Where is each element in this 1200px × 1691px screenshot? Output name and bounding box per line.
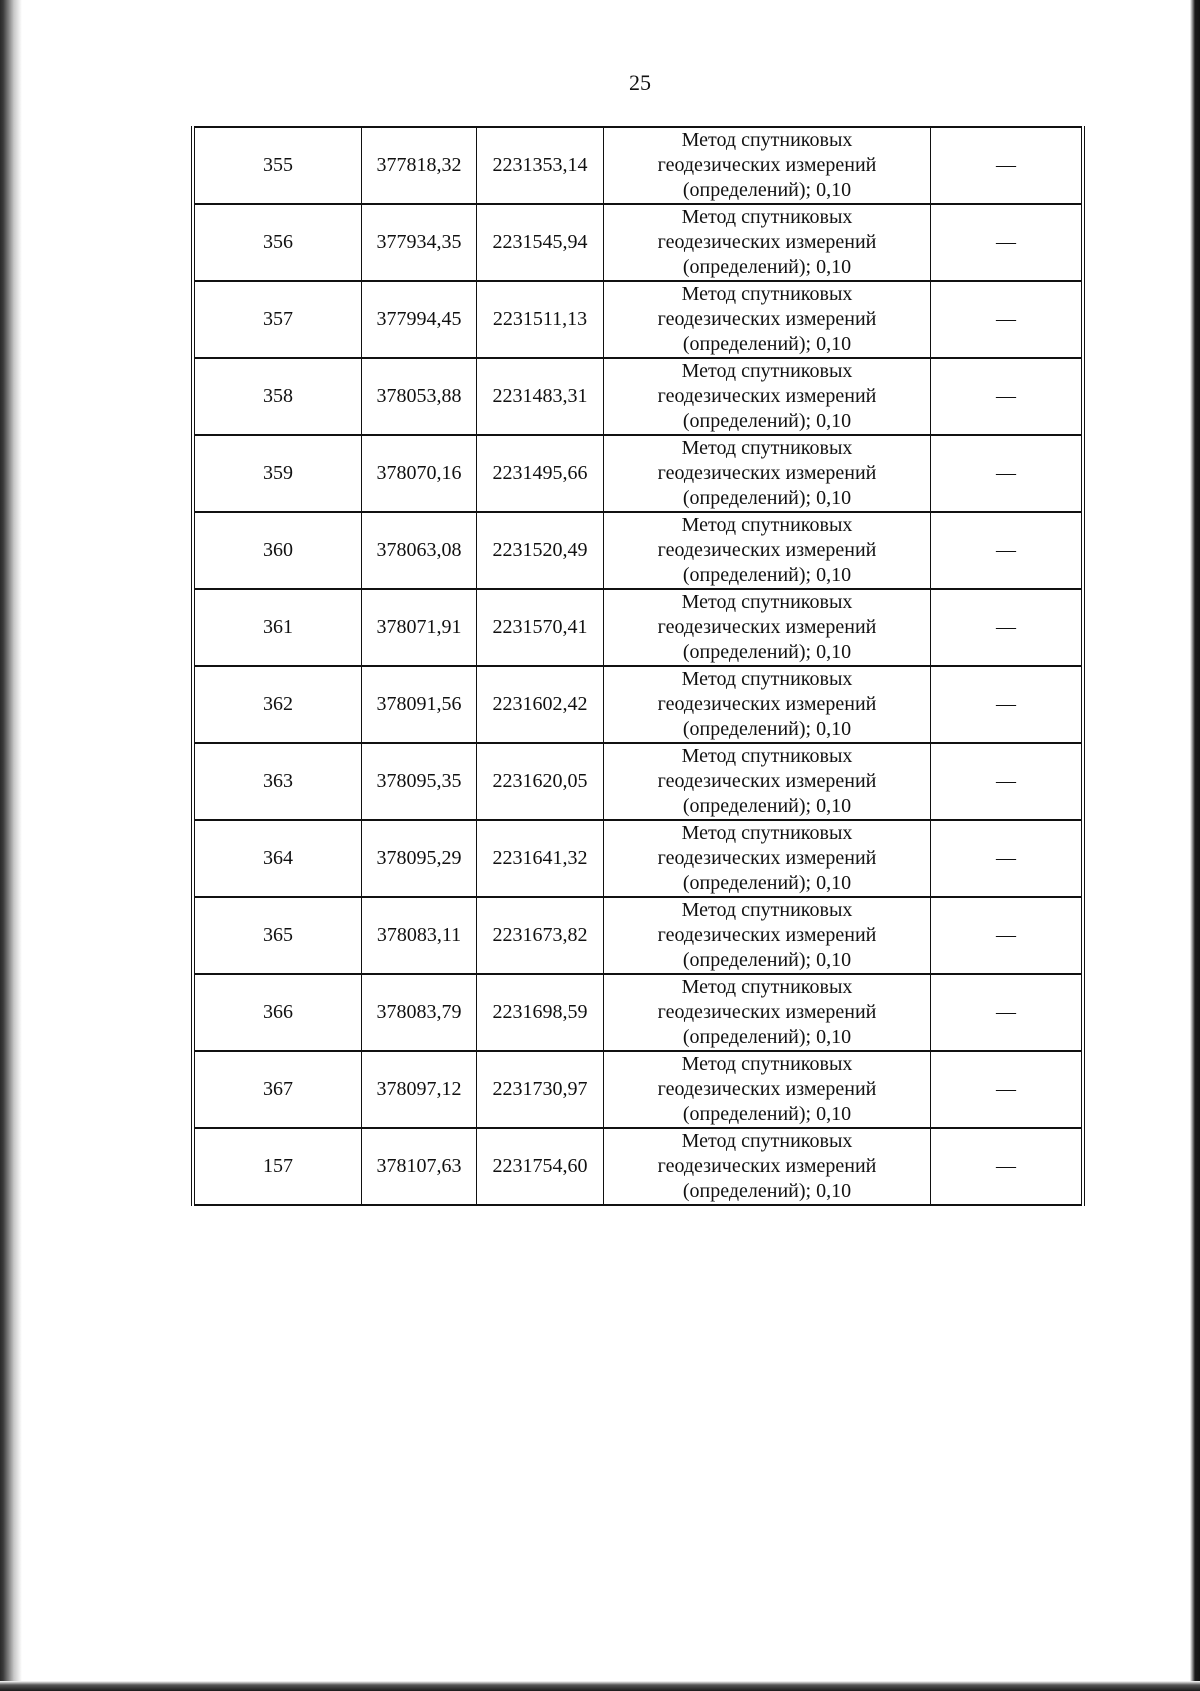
method-text-line: геодезических измерений <box>657 924 877 946</box>
method-text-line: геодезических измерений <box>657 693 877 715</box>
method-cell <box>604 743 931 820</box>
point-number-cell: 366 <box>193 974 362 1051</box>
scan-edge-bottom <box>0 1681 1200 1691</box>
y-coordinate-cell: 2231641,32 <box>477 820 604 897</box>
point-number-cell: 364 <box>193 820 362 897</box>
table-row <box>193 897 1083 974</box>
note-cell: — <box>931 512 1084 589</box>
x-coordinate-cell: 377818,32 <box>362 127 477 204</box>
note-cell: — <box>931 974 1084 1051</box>
x-coordinate-cell: 377934,35 <box>362 204 477 281</box>
note-cell: — <box>931 666 1084 743</box>
note-cell: — <box>931 897 1084 974</box>
x-coordinate-cell: 377994,45 <box>362 281 477 358</box>
point-number-cell: 360 <box>193 512 362 589</box>
y-coordinate-cell: 2231570,41 <box>477 589 604 666</box>
method-text-line: Метод спутниковых <box>681 1053 853 1075</box>
method-cell <box>604 897 931 974</box>
point-number-cell: 358 <box>193 358 362 435</box>
point-number-cell: 359 <box>193 435 362 512</box>
y-coordinate-cell: 2231511,13 <box>477 281 604 358</box>
point-number-cell: 157 <box>193 1128 362 1205</box>
method-text-line: геодезических измерений <box>657 231 877 253</box>
method-text-line: Метод спутниковых <box>681 206 853 228</box>
x-coordinate-cell: 378091,56 <box>362 666 477 743</box>
x-coordinate-cell: 378095,29 <box>362 820 477 897</box>
method-cell <box>604 589 931 666</box>
table-row <box>193 281 1083 358</box>
method-text-line: (определений); 0,10 <box>682 487 852 509</box>
method-cell <box>604 1128 931 1205</box>
method-cell <box>604 820 931 897</box>
table-body <box>193 127 1083 1205</box>
method-text-line: (определений); 0,10 <box>682 872 852 894</box>
method-text-line: (определений); 0,10 <box>682 333 852 355</box>
method-cell <box>604 127 931 204</box>
table-row <box>193 435 1083 512</box>
note-cell: — <box>931 1128 1084 1205</box>
method-text-line: Метод спутниковых <box>681 1130 853 1152</box>
y-coordinate-cell: 2231673,82 <box>477 897 604 974</box>
method-text-line: геодезических измерений <box>657 847 877 869</box>
method-cell <box>604 281 931 358</box>
table-row <box>193 1128 1083 1205</box>
point-number-cell: 357 <box>193 281 362 358</box>
method-cell <box>604 974 931 1051</box>
table-row <box>193 589 1083 666</box>
y-coordinate-cell: 2231545,94 <box>477 204 604 281</box>
method-text-line: геодезических измерений <box>657 1078 877 1100</box>
coordinates-table <box>191 126 1085 1206</box>
method-text-line: геодезических измерений <box>657 462 877 484</box>
note-cell: — <box>931 204 1084 281</box>
method-text-line: геодезических измерений <box>657 385 877 407</box>
method-text-line: (определений); 0,10 <box>682 410 852 432</box>
table-row <box>193 358 1083 435</box>
method-text-line: геодезических измерений <box>657 770 877 792</box>
note-cell: — <box>931 127 1084 204</box>
y-coordinate-cell: 2231620,05 <box>477 743 604 820</box>
method-text-line: (определений); 0,10 <box>682 1180 852 1202</box>
table-row <box>193 1051 1083 1128</box>
scan-edge-right <box>1190 0 1200 1691</box>
note-cell: — <box>931 281 1084 358</box>
method-text-line: (определений); 0,10 <box>682 641 852 663</box>
table-row <box>193 204 1083 281</box>
method-text-line: (определений); 0,10 <box>682 718 852 740</box>
method-text-line: геодезических измерений <box>657 308 877 330</box>
x-coordinate-cell: 378053,88 <box>362 358 477 435</box>
method-text-line: Метод спутниковых <box>681 437 853 459</box>
method-cell <box>604 1051 931 1128</box>
method-cell <box>604 358 931 435</box>
method-text-line: Метод спутниковых <box>681 360 853 382</box>
method-text-line: геодезических измерений <box>657 1001 877 1023</box>
note-cell: — <box>931 358 1084 435</box>
method-text-line: Метод спутниковых <box>681 514 853 536</box>
x-coordinate-cell: 378095,35 <box>362 743 477 820</box>
table-row <box>193 974 1083 1051</box>
table-row <box>193 512 1083 589</box>
page-number: 25 <box>629 70 651 95</box>
y-coordinate-cell: 2231754,60 <box>477 1128 604 1205</box>
method-text-line: Метод спутниковых <box>681 976 853 998</box>
point-number-cell: 361 <box>193 589 362 666</box>
method-cell <box>604 435 931 512</box>
y-coordinate-cell: 2231520,49 <box>477 512 604 589</box>
point-number-cell: 356 <box>193 204 362 281</box>
method-text-line: геодезических измерений <box>657 154 877 176</box>
x-coordinate-cell: 378070,16 <box>362 435 477 512</box>
x-coordinate-cell: 378107,63 <box>362 1128 477 1205</box>
method-text-line: Метод спутниковых <box>681 822 853 844</box>
point-number-cell: 355 <box>193 127 362 204</box>
method-cell <box>604 512 931 589</box>
method-text-line: Метод спутниковых <box>681 745 853 767</box>
method-text-line: геодезических измерений <box>657 1155 877 1177</box>
y-coordinate-cell: 2231353,14 <box>477 127 604 204</box>
y-coordinate-cell: 2231495,66 <box>477 435 604 512</box>
method-cell <box>604 204 931 281</box>
x-coordinate-cell: 378083,11 <box>362 897 477 974</box>
x-coordinate-cell: 378097,12 <box>362 1051 477 1128</box>
table-row <box>193 127 1083 204</box>
x-coordinate-cell: 378063,08 <box>362 512 477 589</box>
x-coordinate-cell: 378083,79 <box>362 974 477 1051</box>
point-number-cell: 363 <box>193 743 362 820</box>
y-coordinate-cell: 2231698,59 <box>477 974 604 1051</box>
method-text-line: Метод спутниковых <box>681 283 853 305</box>
method-text-line: геодезических измерений <box>657 539 877 561</box>
point-number-cell: 367 <box>193 1051 362 1128</box>
method-text-line: (определений); 0,10 <box>682 179 852 201</box>
note-cell: — <box>931 1051 1084 1128</box>
note-cell: — <box>931 743 1084 820</box>
method-text-line: Метод спутниковых <box>681 129 853 151</box>
method-text-line: Метод спутниковых <box>681 591 853 613</box>
scan-edge-left <box>0 0 22 1691</box>
method-text-line: (определений); 0,10 <box>682 1103 852 1125</box>
method-text-line: геодезических измерений <box>657 616 877 638</box>
method-text-line: Метод спутниковых <box>681 668 853 690</box>
y-coordinate-cell: 2231730,97 <box>477 1051 604 1128</box>
note-cell: — <box>931 435 1084 512</box>
method-text-line: (определений); 0,10 <box>682 795 852 817</box>
method-text-line: (определений); 0,10 <box>682 1026 852 1048</box>
table-row <box>193 666 1083 743</box>
point-number-cell: 365 <box>193 897 362 974</box>
method-text-line: (определений); 0,10 <box>682 564 852 586</box>
table-row <box>193 820 1083 897</box>
y-coordinate-cell: 2231602,42 <box>477 666 604 743</box>
table-row <box>193 743 1083 820</box>
method-text-line: (определений); 0,10 <box>682 949 852 971</box>
method-cell <box>604 666 931 743</box>
note-cell: — <box>931 589 1084 666</box>
method-text-line: (определений); 0,10 <box>682 256 852 278</box>
y-coordinate-cell: 2231483,31 <box>477 358 604 435</box>
method-text-line: Метод спутниковых <box>681 899 853 921</box>
x-coordinate-cell: 378071,91 <box>362 589 477 666</box>
note-cell: — <box>931 820 1084 897</box>
point-number-cell: 362 <box>193 666 362 743</box>
